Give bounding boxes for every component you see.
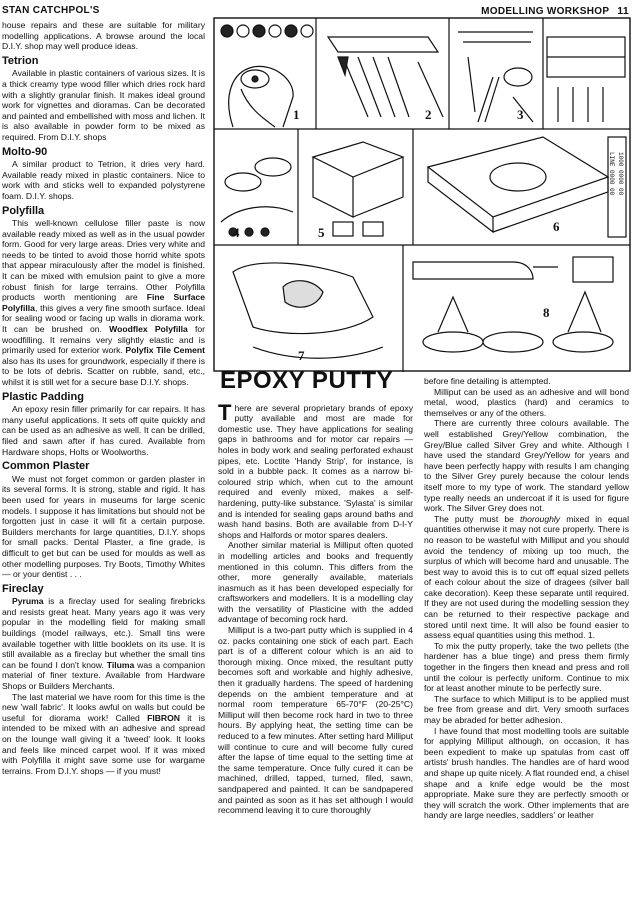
page-number: 11	[617, 5, 629, 17]
heading-fireclay: Fireclay	[2, 582, 44, 595]
heading-plastic-padding: Plastic Padding	[2, 390, 84, 403]
colours-paragraph: There are currently three colours available. The well established Grey/Yellow combination, the Grey/Blue called Silver Grey and white. Although I have used the standard Grey/Yellow for years and have been perfectly happy with results I am changing to the Silver Grey purely because the colour lends itself more to my type of work. The standard yellow type really needs an undercoat if it is used for figure work. The Silver Grey does not.	[424, 418, 629, 514]
continued-paragraph: before fine detailing is attempted.	[424, 376, 551, 386]
column-left	[2, 20, 205, 776]
heading-common-plaster: Common Plaster	[2, 460, 90, 473]
heading-molto-90: Molto-90	[2, 145, 48, 158]
fireclay-paragraph: Pyruma is a fireclay used for sealing firebricks and resists great heat. Many years ago it was very popular in the modelling field for making small buildings (model railways, etc.). Small tins were available together with little booklets on its use. It is still available as a fireclay but whether the small tins can be found I don't know. Tiluma was a companion material of finer texture. Available from Hardware Shops or Builders Merchants.	[2, 596, 205, 692]
intro-paragraph: house repairs and these are suitable for military modelling applications. A browse around the local D.I.Y. shop may well produce ideas.	[2, 20, 205, 52]
fibron-paragraph: The last material we have room for this time is the new 'wall fabric'. It looks awful on walls but could be useful for diorama work! Called FIBRON it is intended to be mixed with an adhesive and spread on the lounge wall giving it a 'tweed' look. It looks and feels like minced carpet wool. If it was mixed with Polyfilla it might save some use for wargame terrains. From D.I.Y. shops — if you must!	[2, 691, 206, 776]
heading-tetrion: Tetrion	[2, 54, 39, 67]
mixing-paragraph: The putty must be thoroughly mixed in equal quantities otherwise it may not cure properly. There is no reason to be wasteful with Milliput and you should avoid the tendency of mixing up too much, the surplus of which will become hard and unusable. The best way to avoid this is to cut off equal sized pellets of each colour about the size of dragees (silver ball cake decoration). Keep these separate until required. If they are not used during the modelling session they can be returned to their respective package and stored until next time. It will also be found easier to assess equal quantities using this method. 1.	[424, 513, 630, 641]
column-middle	[218, 367, 413, 816]
figure-label-6: 6	[553, 219, 560, 234]
running-header-left: STAN CATCHPOL'S	[2, 5, 100, 16]
figure-label-8: 8	[543, 305, 550, 320]
base-board-drawing	[428, 137, 626, 237]
kneading-paragraph: To mix the putty properly, take the two pellets (the hardener has a blue tinge) and press them firmly together in the fingers then knead and press and roll until the colour is perfectly uniform. Continue to mix for at least another minute to be perfectly sure.	[424, 640, 629, 694]
rolling-drawing	[221, 158, 293, 236]
article-title: EPOXY PUTTY	[220, 367, 394, 394]
column-right	[424, 376, 629, 821]
figure-sculpting-drawing	[233, 263, 383, 358]
figure-label-5: 5	[318, 225, 325, 240]
illustration-panel	[213, 17, 631, 372]
ruler-text: LINE 0000 00	[608, 152, 615, 196]
epoxy-paragraph-3: Milliput is a two-part putty which is supplied in 4 oz. packs containing one stick of each part. Each part is of a different colour which is an aid to thorough mixing. Once mixed, the resultant putty becomes soft and workable and highly adhesive, then it gradually hardens. The speed of hardening depends on the ambient temperature and at normal room temperature 65-70°F (20-25°C) Milliput will then become rock hard in two to three hours. By applying heat, the setting time can be reduced to a few minutes. After setting hard Milliput will continue to cure and will become fully cured after the lapse of time equal to the setting time at the same temperature. Once fully cured it can be machined, drilled, tapped, turned, filed, sawn, sandpapered and painted. It can be sandpapered and painted as soon as it has set although I would recommend leaving it to cure thoroughly	[218, 625, 413, 816]
figure-label-7: 7	[298, 348, 305, 363]
mould-box-drawing	[313, 142, 403, 236]
figure-label-1: 1	[293, 107, 300, 122]
plastic-padding-paragraph: An epoxy resin filler primarily for car repairs. It has many useful applications. It sets off quite quickly and can be used as an adhesive as well. It can be drilled, filed and sawn after if has cured. Available from Hardware shops, Holts or Woolworths.	[2, 404, 205, 457]
adhesive-paragraph: Milliput can be used as an adhesive and will bond metal, wood, plastics (hard) and ceramics to themselves or any of the others.	[424, 386, 629, 418]
figure-label-3: 3	[517, 107, 524, 122]
polyfilla-paragraph: This well-known cellulose filler paste is now available ready mixed as well as in the usual powder form. Good for very large areas. Dries very white and needs to be tinted to avoid those horrid white spots that appear miraculously after the model is finished. It can be mixed with emulsion paint to give a more robust finish for large terrains. Other Polyfilla products worth mentioning are Fine Surface Polyfilla, this gives a very fine smooth surface. Ideal for sealing wood or facing up walls in diorama work. It can be brushed on. Woodflex Polyfilla for woodfilling. It remains very slightly elastic and is primarily used for exterior work. Polyfix Tile Cement also has its uses for groundwork, especially if there is to be lots of debris. Scatter on rubble, sand, etc., whilst it is still wet for a secure base D.I.Y. shops.	[2, 218, 206, 387]
ruler-text-2: 1000 0000 00	[617, 152, 624, 196]
figure-label-4: 4	[233, 225, 240, 240]
running-header-right	[481, 5, 629, 17]
tools-paragraph: I have found that most modelling tools are suitable for applying Milliput although, on occasion, it has been expedient to make up spatulas from cast off artists' brush handles. The handles are of hard wood and shape up quite nicely. A flat rounded end, a chisel shape and a knife edge would be the most appropriate. Make sure they are perfectly smooth or they will scratch the work. Other implements that are handy are large needles, saddlers' or leather	[424, 725, 629, 821]
plaster-paragraph: We must not forget common or garden plaster in its several forms. It is strong, stable and rigid. It has been used for years in museums for large scenic models. I suppose it has limitations but should not be forgotten just in case it will fit a certain purpose. Builders merchants for large quantities, D.I.Y. shops for small packs. Dental Plaster, a fine grade, is difficult to get but can be used for moulds as well as other modelling purposes. Try Boots, Timothy Whites — or your dentist . . .	[2, 473, 205, 580]
heading-polyfilla: Polyfilla	[2, 204, 45, 217]
tetrion-paragraph: Available in plastic containers of various sizes. It is a thick creamy type wood filler which dries rock hard with a slightly granular finish. It makes ideal ground work for vignettes and dioramas. Can be decorated and painted and embellished with moss and lichen. It is also available in powder form to be mixed as required. From D.I.Y. shops	[2, 68, 205, 142]
knife-tools-drawing	[328, 37, 443, 117]
section-title: MODELLING WORKSHOP	[481, 6, 610, 17]
epoxy-paragraph-2: Another similar material is Milliput often quoted in modelling articles and books and frequently mentioned in this column. This differs from the other, more generally available, materials inasmuch as it has been developed especially for craftsworkers and modellers. It is a modelling clay with the versatility of Plasticine with the added advantage of becoming rock hard.	[218, 540, 413, 625]
molto-paragraph: A similar product to Tetrion, it dries very hard. Available ready mixed in plastic containers. Nice to work with and sticks well to expanded polystyrene foam. D.I.Y. shops.	[2, 159, 205, 201]
ruler-drawing	[547, 37, 625, 122]
epoxy-paragraph-1: There are several proprietary brands of epoxy putty available and most are made for domestic use. They have applications for sealing gaps in bathrooms and for motor car repairs — holes in body work and sealing perforated exhaust pipes, etc. Loctite 'Handy Strip', for instance, is sold in a bubble pack. It comes as a narrow bi-coloured strip which, when cut to the amount required and evenly mixed, makes a self-hardening, putty-like substance. 'Sylasta' is similar and is intended for sealing gaps around baths and wash hand basins. Both are available from D-I-Y shops and Halfords or motor spares dealers.	[218, 399, 413, 540]
figure-label-2: 2	[425, 107, 432, 122]
bottle-and-figure-drawing	[413, 257, 613, 352]
surface-paragraph: The surface to which Milliput is to be applied must be free from grease and dirt. Very smooth surfaces may be abraded for better adhesion.	[424, 693, 629, 725]
drop-cap: T	[218, 399, 232, 425]
